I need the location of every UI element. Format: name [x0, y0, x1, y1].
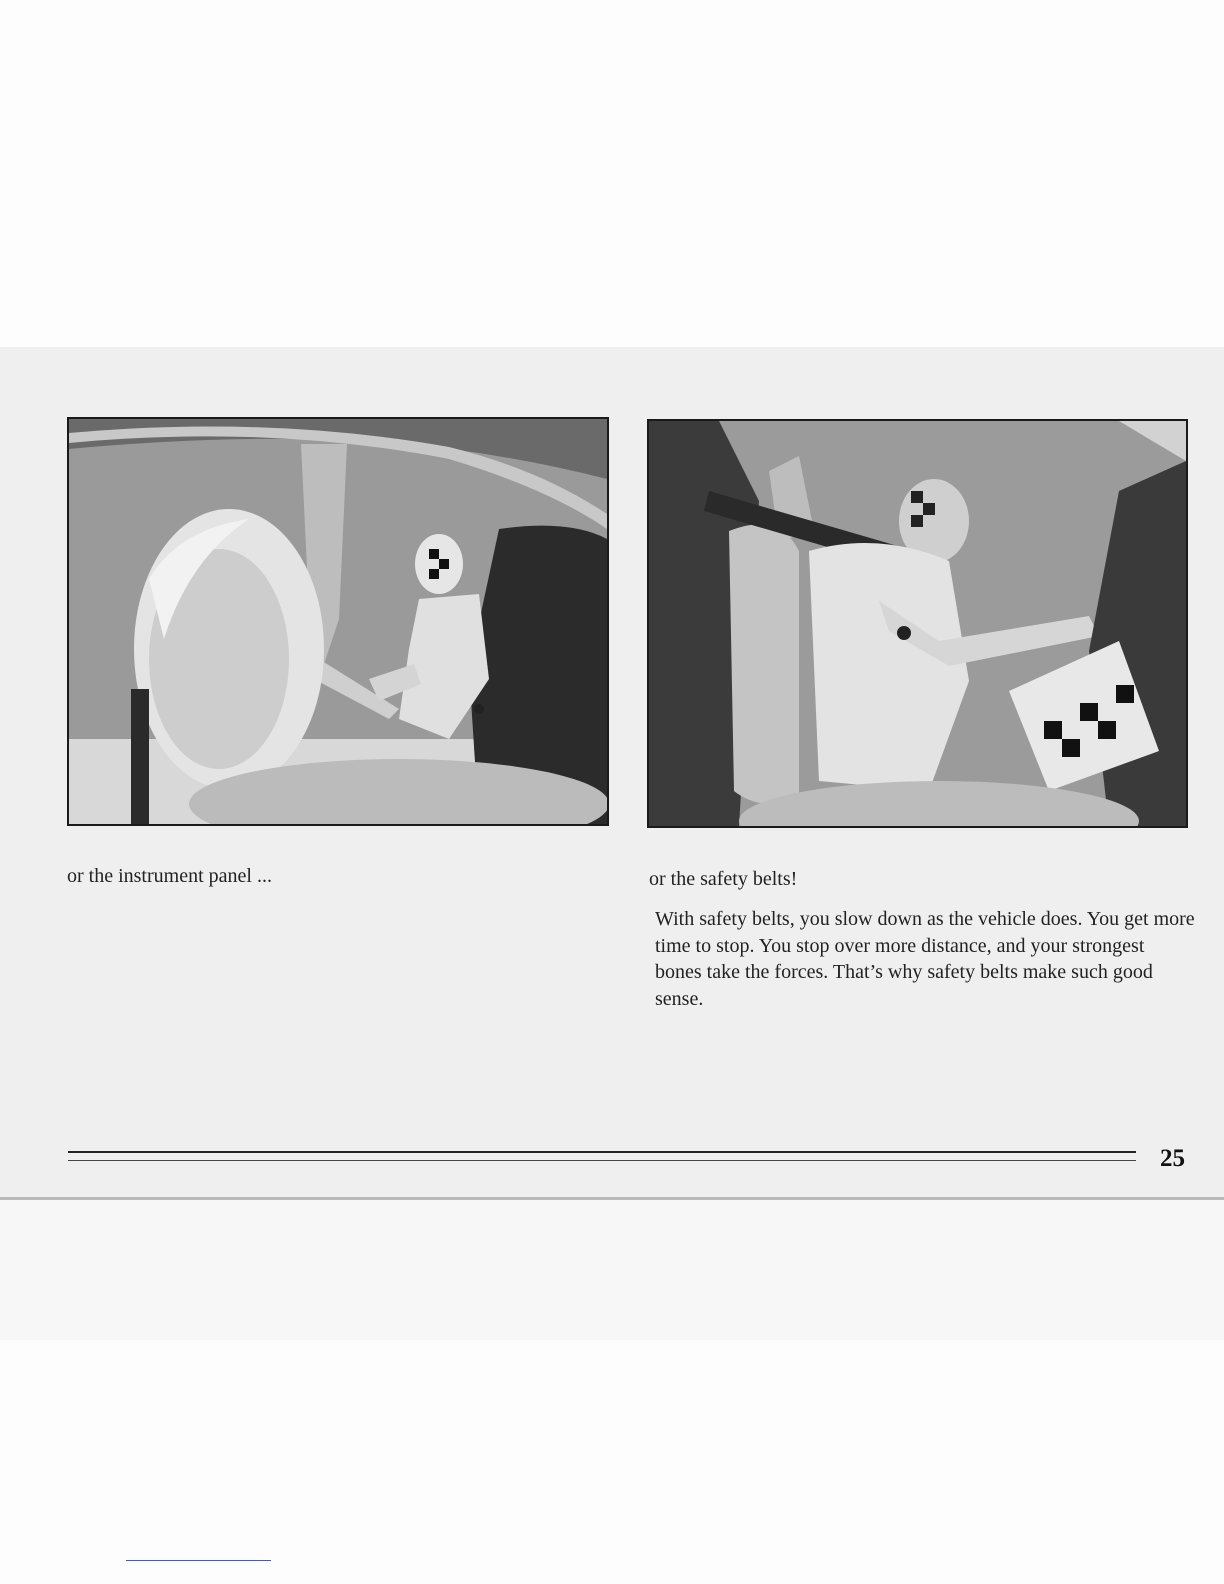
crash-test-photo-instrument-panel [67, 417, 609, 826]
footer-rule-thin [68, 1160, 1136, 1161]
page-number: 25 [1160, 1145, 1185, 1172]
safety-belts-paragraph: With safety belts, you slow down as the vehicle does. You get more time to stop. You stop over more distance, and your strongest bones take the forces. That’s why safety belts make such good sense. [655, 908, 1195, 1010]
page-margin-band [0, 1200, 1224, 1340]
crash-test-photo-safety-belts [647, 419, 1188, 828]
footer-rule [68, 1151, 1136, 1153]
caption-safety-belts: or the safety belts! [649, 868, 798, 890]
caption-instrument-panel: or the instrument panel ... [67, 865, 272, 887]
link-underline[interactable] [126, 1560, 271, 1561]
